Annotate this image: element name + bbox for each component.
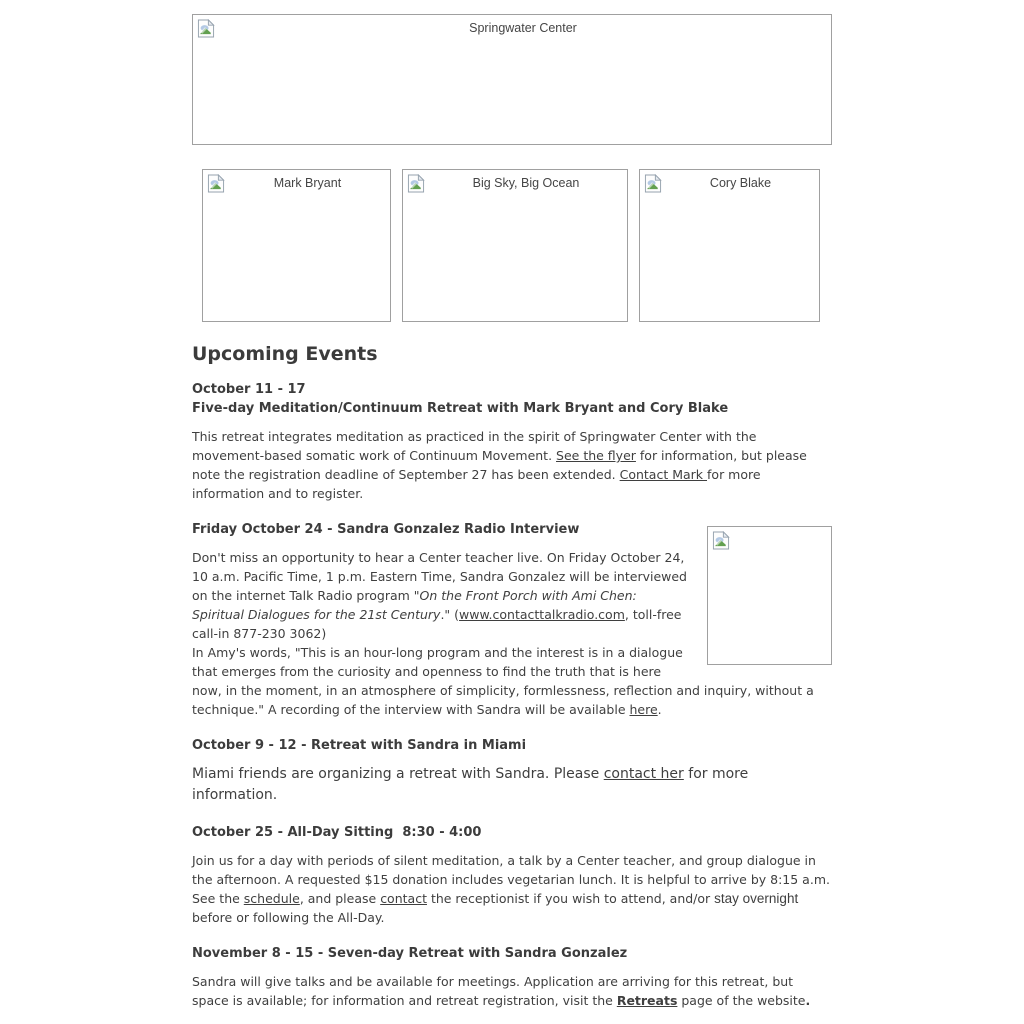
event-date: October 11 - 17 [192,382,306,397]
event-heading: October 9 - 12 - Retreat with Sandra in Miami [192,738,527,753]
thumbnail-placeholder-cory-blake [639,169,820,322]
event-section-meditation-retreat [192,380,832,503]
event-paragraph: Sandra will give talks and be available for meetings. Application are arriving for this retreat, but space is available; for information and retreat registration, visit the Retreats page of the website. [192,974,811,1008]
styled-text: . [805,993,811,1008]
thumbnail-placeholder-big-sky [402,169,628,322]
event-section-miami-retreat [192,736,832,806]
banner-image-placeholder [192,14,832,145]
event-section-seven-day-retreat [192,944,832,1010]
broken-image-icon [197,19,215,38]
thumbnail-alt-text: Cory Blake [709,176,772,190]
newsletter-page [192,0,832,1010]
event-heading: Friday October 24 - Sandra Gonzalez Radio Interview [192,522,580,537]
broken-image-icon [712,531,730,550]
event-paragraph: Miami friends are organizing a retreat with Sandra. Please contact her for more information. [192,766,749,803]
broken-image-icon [644,174,662,193]
inline-link[interactable]: Contact Mark [619,467,708,482]
inline-link[interactable]: here [629,702,658,717]
thumbnail-alt-text: Big Sky, Big Ocean [472,176,580,190]
event-section-all-day-sitting [192,823,832,927]
thumbnail-alt-text: Mark Bryant [273,176,342,190]
radio-image-placeholder [707,526,832,665]
inline-link[interactable]: See the flyer [556,448,636,463]
inline-link[interactable]: www.contacttalkradio.com [459,607,625,622]
banner-alt-text: Springwater Center [469,21,577,35]
broken-image-icon [407,174,425,193]
inline-link[interactable]: Retreats [616,993,678,1008]
event-paragraph: Join us for a day with periods of silent meditation, a talk by a Center teacher, and group dialogue in the afternoon. A requested $15 donation includes vegetarian lunch. It is helpful to arrive by 8:15 a.m. See the schedule, and please contact the receptionist if you wish to attend, and/or stay overnight before or following the All-Day. [192,853,830,925]
page-title: Upcoming Events [192,343,378,365]
event-paragraph: Don't miss an opportunity to hear a Center teacher live. On Friday October 24, 10 a.m. Pacific Time, 1 p.m. Eastern Time, Sandra Gonzalez will be interviewed on the internet Talk Radio program "On the Front Porch with Ami Chen: Spiritual Dialogues for the 21st Century." (www.contacttalkradio.com, toll-free call-in 877-230 3062) In Amy's words, "This is an hour-long program and the interest is in a dialogue that emerges from the curiosity and openness to find the truth that is here now, in the moment, in an atmosphere of simplicity, formlessness, reflection and inquiry, without a technique." A recording of the interview with Sandra will be available here. [192,550,814,717]
event-heading [192,380,832,418]
event-heading: October 25 - All-Day Sitting 8:30 - 4:00 [192,825,482,840]
styled-text: stay overnight [714,891,799,906]
event-heading: November 8 - 15 - Seven-day Retreat with Sandra Gonzalez [192,946,628,961]
image-row [192,169,832,322]
broken-image-icon [207,174,225,193]
inline-link[interactable]: contact [380,891,427,906]
event-title: Five-day Meditation/Continuum Retreat with Mark Bryant and Cory Blake [192,401,729,416]
thumbnail-placeholder-mark-bryant [202,169,391,322]
event-paragraph: This retreat integrates meditation as practiced in the spirit of Springwater Center with the movement-based somatic work of Continuum Movement. See the flyer for information, but please note the registration deadline of September 27 has been extended. Contact Mark for more information and to register. [192,429,807,501]
inline-link[interactable]: contact her [603,766,684,782]
styled-text: On the Front Porch with Ami Chen: Spiritual Dialogues for the 21st Century [192,588,637,622]
inline-link[interactable]: schedule [243,891,300,906]
event-section-radio-interview [192,520,832,719]
